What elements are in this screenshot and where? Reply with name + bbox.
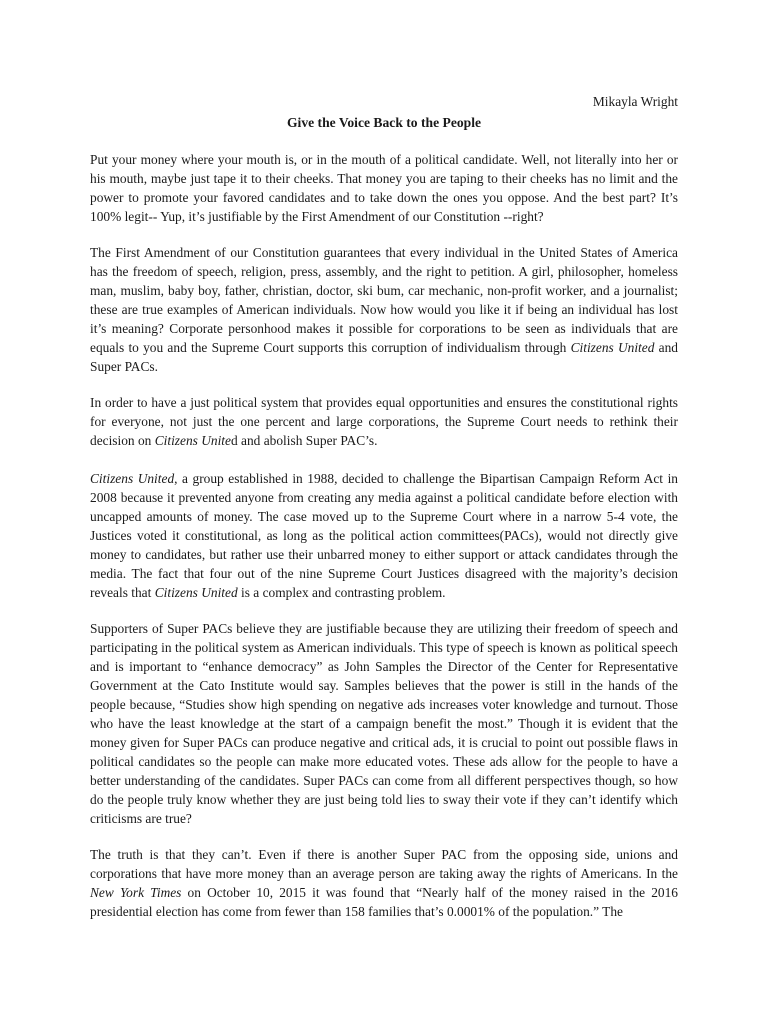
case-name: Citizens United xyxy=(570,340,655,355)
text-run: on October 10, 2015 it was found that “Nearly half of the money raised in the 2016 presidential election has come from fewer than 158 families that’s 0.0001% of the population.” The xyxy=(90,885,678,919)
text-run: d and abolish Super PAC’s. xyxy=(230,433,378,448)
paragraph-thesis xyxy=(90,393,678,450)
text-run: and Super PACs. xyxy=(90,340,678,374)
text-run: , a group established in 1988, decided to challenge the Bipartisan Campaign Reform Act in 2008 because it prevented anyone from creating any media against a political candidate before election with uncapped amounts of money. The case moved up to the Supreme Court where in a narrow 5-4 vote, the Justices voted it constitutional, as long as the political action committees(PACs), would not directly give money to candidates, but rather use their unbarred money to either support or attack candidates through the media. The fact that four out of the nine Supreme Court Justices disagreed with the majority’s decision reveals that xyxy=(90,471,678,600)
paragraph-supporters: Supporters of Super PACs believe they are justifiable because they are utilizing their freedom of speech and participating in the political system as American individuals. This type of speech is known as political speech and is important to “enhance democracy” as John Samples the Director of the Center for Representative Government at the Cato Institute would say. Samples believes that the power is still in the hands of the people because, “Studies show high spending on negative ads increases voter knowledge and turnout. Those who have the least knowledge at the start of a campaign benefit the most.” Though it is evident that the money given for Super PACs can produce negative and critical ads, it is crucial to point out possible flaws in political candidates so the people can make more educated votes. These ads allow for the people to have a better understanding of the candidates. Super PACs can come from all different perspectives though, so how do the people truly know whether they are just being told lies to sway their vote if they can’t identify which criticisms are true? xyxy=(90,621,678,826)
author-name: Mikayla Wright xyxy=(592,94,678,109)
essay-title: Give the Voice Back to the People xyxy=(286,115,482,130)
text-run: The truth is that they can’t. Even if there is another Super PAC from the opposing side, unions and corporations that have more money than an average person are taking away the rights of Americans. In the xyxy=(90,847,678,881)
paragraph-first-amendment xyxy=(90,243,678,376)
publication-name: New York Times xyxy=(90,885,182,900)
case-name: Citizens Unite xyxy=(154,433,231,448)
paragraph-intro: Put your money where your mouth is, or in the mouth of a political candidate. Well, not literally into her or his mouth, maybe just tape it to their cheeks. That money you are taping to their cheeks has no limit and the power to promote your favored candidates and to take down the ones you oppose. And the best part? It’s 100% legit-- Yup, it’s justifiable by the First Amendment of our Constitution --right? xyxy=(90,152,678,224)
text-run: The First Amendment of our Constitution guarantees that every individual in the United States of America has the freedom of speech, religion, press, assembly, and the right to petition. A girl, philosopher, homeless man, muslim, baby boy, father, christian, doctor, ski bum, car mechanic, non-profit worker, and a journalist; these are true examples of American individuals. Now how would you like it if being an individual has lost it’s meaning? Corporate personhood makes it possible for corporations to be seen as individuals that are equals to you and the Supreme Court supports this corruption of individualism through xyxy=(90,245,678,355)
text-run: is a complex and contrasting problem. xyxy=(237,585,446,600)
case-name: Citizens United xyxy=(90,471,175,486)
paragraph-truth xyxy=(90,845,678,921)
case-name: Citizens United xyxy=(154,585,238,600)
paragraph-citizens-united xyxy=(90,469,678,602)
text-run: In order to have a just political system that provides equal opportunities and ensures the constitutional rights for everyone, not just the one percent and large corporations, the Supreme Court needs to rethink their decision on xyxy=(90,395,678,448)
